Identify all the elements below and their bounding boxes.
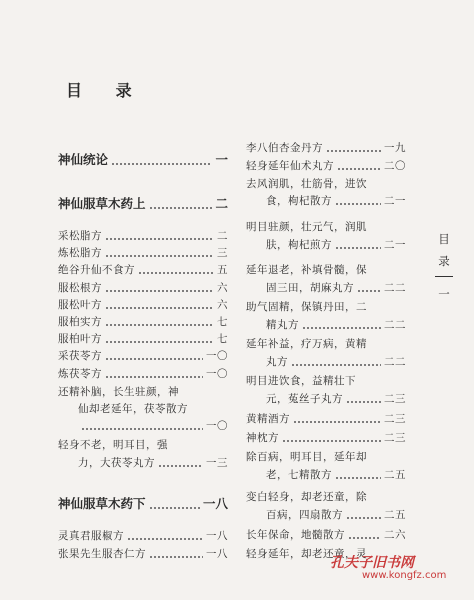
leader-dots	[105, 290, 214, 292]
leader-dots	[105, 324, 214, 326]
toc-entry-label-continued: 肤，枸杞煎方	[266, 239, 332, 251]
toc-entry-label: 还精补脑，长生驻颜，神	[58, 386, 179, 398]
leader-dots	[149, 507, 200, 509]
leader-dots	[105, 307, 214, 309]
leader-dots	[293, 421, 381, 423]
toc-entry-label: 神仙服草木药下	[58, 496, 146, 511]
toc-entry	[266, 354, 406, 369]
toc-entry	[266, 391, 406, 406]
toc-page-number: 二三	[384, 432, 406, 444]
toc-page-number: 二五	[384, 469, 406, 481]
running-header-page-number: 一	[438, 287, 450, 301]
toc-entry-label-continued: 力，大茯苓丸方	[78, 457, 155, 469]
toc-page-number: 二二	[384, 319, 406, 331]
toc-entry	[266, 507, 406, 522]
toc-page-number: 二一	[384, 239, 406, 251]
toc-entry-label: 炼松脂方	[58, 247, 102, 259]
toc-entry	[58, 366, 228, 381]
leader-dots	[149, 207, 213, 209]
toc-page-number: 一〇	[206, 350, 228, 362]
toc-entry	[58, 331, 228, 346]
toc-entry	[246, 158, 406, 173]
toc-entry-label: 轻身不老，明耳目，强	[58, 439, 168, 451]
toc-page-number: 一九	[384, 142, 406, 154]
toc-entry	[246, 430, 406, 445]
toc-page-number: 一八	[202, 496, 228, 511]
toc-entry	[58, 546, 228, 561]
leader-dots	[105, 238, 214, 240]
toc-page-number: 六	[217, 282, 228, 294]
toc-entry	[58, 314, 228, 329]
toc-entry-label: 灵真君服椒方	[58, 530, 124, 542]
toc-entry-label-continued: 丸方	[266, 356, 288, 368]
toc-entry-label-continued: 元，菟丝子丸方	[266, 393, 343, 405]
toc-entry-label: 神枕方	[246, 432, 279, 444]
toc-entry	[246, 140, 406, 155]
toc-entry	[58, 228, 228, 243]
toc-entry	[266, 280, 406, 295]
leader-dots	[346, 401, 381, 403]
toc-entry-label-continued: 仙却老延年，茯苓散方	[78, 403, 188, 415]
leader-dots	[302, 327, 381, 329]
toc-entry	[58, 262, 228, 277]
toc-section-heading	[58, 194, 228, 212]
toc-entry	[58, 280, 228, 295]
running-header	[434, 228, 454, 305]
toc-entry-label: 服松叶方	[58, 299, 102, 311]
leader-dots	[348, 537, 381, 539]
leader-dots	[158, 465, 203, 467]
leader-dots	[105, 358, 203, 360]
toc-section-heading	[58, 150, 228, 168]
toc-page-number: 二六	[384, 529, 406, 541]
toc-entry-label-continued: 食，枸杞散方	[266, 195, 332, 207]
toc-entry-label: 炼茯苓方	[58, 368, 102, 380]
toc-entry	[266, 317, 406, 332]
watermark-url: www.kongfz.com	[362, 570, 447, 581]
page-title: 目 录	[66, 81, 146, 100]
toc-entry-label: 除百病，明耳目，延年却	[246, 451, 367, 463]
toc-page-number: 二一	[384, 195, 406, 207]
toc-entry-label: 变白轻身，却老还童，除	[246, 491, 367, 503]
leader-dots	[105, 341, 214, 343]
toc-entry-label-continued: 精丸方	[266, 319, 299, 331]
toc-entry	[246, 527, 406, 542]
toc-entry	[78, 418, 228, 433]
toc-entry-label: 李八伯杏金丹方	[246, 142, 323, 154]
leader-dots	[291, 364, 381, 366]
toc-entry-label: 服柏叶方	[58, 333, 102, 345]
leader-dots	[282, 440, 381, 442]
leader-dots	[337, 168, 381, 170]
leader-dots	[335, 203, 381, 205]
toc-entry-label: 助气固精，保镇丹田，二	[246, 301, 367, 313]
toc-entry-label: 采松脂方	[58, 230, 102, 242]
toc-section-heading	[58, 494, 228, 512]
toc-entry-label: 轻身延年，却老还童，灵	[246, 548, 367, 560]
toc-page-number: 一〇	[206, 420, 228, 432]
toc-entry	[266, 237, 406, 252]
toc-entry-label: 明目驻颜，壮元气，润肌	[246, 221, 367, 233]
leader-dots	[105, 376, 203, 378]
leader-dots	[326, 150, 381, 152]
toc-entry-label: 绝谷升仙不食方	[58, 264, 135, 276]
toc-page-number: 一八	[206, 548, 228, 560]
leader-dots	[149, 556, 203, 558]
toc-entry-label: 明目进饮食，益精壮下	[246, 375, 356, 387]
toc-page-number: 七	[217, 316, 228, 328]
toc-page-number: 二二	[384, 282, 406, 294]
toc-entry-label: 服柏实方	[58, 316, 102, 328]
toc-page-number: 二	[215, 196, 228, 211]
toc-page-number: 二五	[384, 509, 406, 521]
toc-entry-label: 神仙统论	[58, 152, 109, 167]
toc-entry	[266, 193, 406, 208]
toc-page-number: 一三	[206, 457, 228, 469]
toc-entry	[78, 455, 228, 470]
toc-entry	[58, 348, 228, 363]
toc-page-number: 一八	[206, 530, 228, 542]
toc-page-number: 二二	[384, 356, 406, 368]
toc-entry-label: 长年保命，地髓散方	[246, 529, 345, 541]
toc-entry-label: 延年补益，疗万病，黄精	[246, 338, 367, 350]
toc-page-number: 二	[217, 230, 228, 242]
toc-entry-label: 延年退老，补填骨髓，保	[246, 264, 367, 276]
toc-entry-label-continued: 固三田，胡麻丸方	[266, 282, 354, 294]
running-header-char: 录	[438, 254, 450, 268]
toc-entry-label-continued: 百病，四扇散方	[266, 509, 343, 521]
toc-page-number: 七	[217, 333, 228, 345]
leader-dots	[127, 538, 203, 540]
toc-page-number: 一〇	[206, 368, 228, 380]
running-header-char: 目	[438, 232, 450, 246]
toc-entry-label: 张果先生服杏仁方	[58, 548, 146, 560]
toc-entry	[58, 297, 228, 312]
toc-entry-label: 去风润肌，壮筋骨，进饮	[246, 178, 367, 190]
toc-page-number: 二三	[384, 393, 406, 405]
running-header-rule	[435, 276, 453, 277]
toc-entry-label: 神仙服草木药上	[58, 196, 146, 211]
toc-entry-label: 黄精酒方	[246, 413, 290, 425]
leader-dots	[105, 255, 214, 257]
leader-dots	[111, 163, 212, 165]
toc-page-number: 五	[217, 264, 228, 276]
toc-entry	[58, 245, 228, 260]
toc-entry-label: 服松根方	[58, 282, 102, 294]
toc-page-number: 三	[217, 247, 228, 259]
leader-dots	[335, 247, 381, 249]
leader-dots	[346, 517, 381, 519]
leader-dots	[81, 428, 203, 430]
toc-entry-label: 采茯苓方	[58, 350, 102, 362]
leader-dots	[138, 272, 214, 274]
toc-page-number: 二三	[384, 413, 406, 425]
toc-entry	[266, 467, 406, 482]
toc-page-number: 一	[215, 152, 228, 167]
toc-entry	[246, 411, 406, 426]
toc-page-number: 二〇	[384, 160, 406, 172]
toc-page-number: 六	[217, 299, 228, 311]
toc-entry	[58, 528, 228, 543]
leader-dots	[335, 477, 381, 479]
watermark: 孔夫子旧书网	[330, 555, 414, 571]
toc-entry-label: 轻身延年仙术丸方	[246, 160, 334, 172]
toc-entry-label-continued: 老，七精散方	[266, 469, 332, 481]
leader-dots	[357, 290, 381, 292]
